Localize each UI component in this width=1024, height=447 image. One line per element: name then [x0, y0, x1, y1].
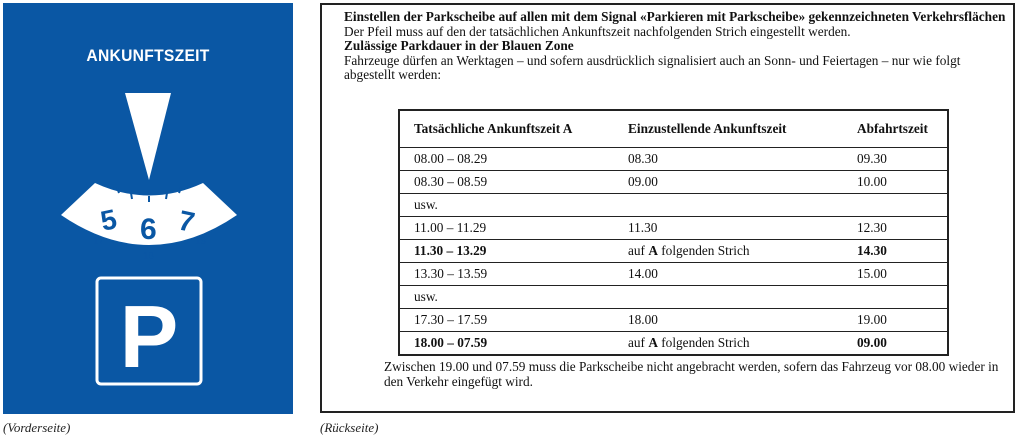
back-caption: (Rückseite)	[320, 420, 379, 435]
table-row	[399, 263, 948, 286]
arrival-time-title: ANKUNFTSZEIT	[86, 46, 210, 65]
cell-departure: 19.00	[843, 309, 948, 332]
column-header-departure: Abfahrtszeit	[843, 110, 948, 148]
cell-departure: 09.30	[843, 148, 948, 171]
table-row	[399, 240, 948, 263]
cell-set-arrival: 14.00	[614, 263, 843, 286]
table-row	[399, 194, 948, 217]
night-exemption-note: Zwischen 19.00 und 07.59 muss die Parkscheibe nicht angebracht werden, sofern das Fahrzeug vor 08.00 wieder in den Verkehr eingefügt wird.	[384, 359, 999, 389]
paragraph-arrow-instruction: Der Pfeil muss auf den der tatsächlichen Ankunftszeit nachfolgenden Strich eingestellt werden.	[344, 23, 851, 39]
cell-departure: 09.00	[857, 335, 887, 350]
cell-actual-arrival: 13.30 – 13.59	[399, 263, 614, 286]
heading-setting-disc: Einstellen der Parkscheibe auf allen mit dem Signal «Parkieren mit Parkscheibe» gekennzeichneten Verkehrsflächen	[344, 9, 1006, 24]
cell-departure: 15.00	[843, 263, 948, 286]
column-header-actual-arrival: Tatsächliche Ankunftszeit A	[399, 110, 614, 148]
paragraph-parking-rules: Fahrzeuge dürfen an Werktagen – und sofern ausdrücklich signalisiert auch an Sonn- und Feiertagen – nur wie folgt abgestellt werden:	[344, 52, 961, 82]
cell-departure	[843, 194, 948, 217]
cell-actual-arrival: usw.	[399, 286, 614, 309]
heading-blue-zone: Zulässige Parkdauer in der Blauen Zone	[344, 38, 574, 53]
cell-departure: 10.00	[843, 171, 948, 194]
cell-departure	[843, 286, 948, 309]
front-caption: (Vorderseite)	[3, 420, 71, 435]
dial-number-19: 19	[195, 236, 207, 247]
cell-set-arrival	[614, 194, 843, 217]
dial-number-7: 7	[175, 204, 198, 239]
parking-sign-letter: P	[119, 287, 179, 386]
cell-set-arrival: 09.00	[614, 171, 843, 194]
table-row	[399, 309, 948, 332]
dial-number-5: 5	[97, 203, 120, 237]
cell-departure: 14.30	[843, 240, 948, 263]
parking-disc-front	[3, 3, 293, 414]
cell-set-arrival: 18.00	[614, 309, 843, 332]
cell-actual-arrival: 08.00 – 08.29	[399, 148, 614, 171]
table-row	[399, 286, 948, 309]
cell-set-arrival: 11.30	[614, 217, 843, 240]
cell-actual-arrival: 18.00 – 07.59	[414, 335, 488, 350]
cell-actual-arrival: 08.30 – 08.59	[399, 171, 614, 194]
cell-set-arrival	[614, 286, 843, 309]
table-row	[399, 171, 948, 194]
parking-disc-back	[320, 3, 1015, 413]
cell-actual-arrival: 11.30 – 13.29	[399, 240, 614, 263]
pointer-arrow-icon	[125, 93, 171, 180]
parking-time-table	[398, 109, 949, 356]
cell-actual-arrival: 17.30 – 17.59	[399, 309, 614, 332]
cell-set-arrival: auf A folgenden Strich	[628, 335, 750, 350]
dial-number-18: 18	[143, 251, 155, 262]
table-row	[399, 332, 948, 356]
cell-actual-arrival: usw.	[399, 194, 614, 217]
table-row	[399, 217, 948, 240]
cell-set-arrival: auf A folgenden Strich	[614, 240, 843, 263]
table-row	[399, 148, 948, 171]
dial-number-6: 6	[140, 213, 157, 246]
parking-disc-graphic	[3, 3, 293, 414]
table-header-row	[399, 110, 948, 148]
cell-set-arrival: 08.30	[614, 148, 843, 171]
dial-number-17: 17	[93, 236, 105, 247]
cell-actual-arrival: 11.00 – 11.29	[399, 217, 614, 240]
column-header-set-arrival: Einzustellende Ankunftszeit	[614, 110, 843, 148]
cell-departure: 12.30	[843, 217, 948, 240]
